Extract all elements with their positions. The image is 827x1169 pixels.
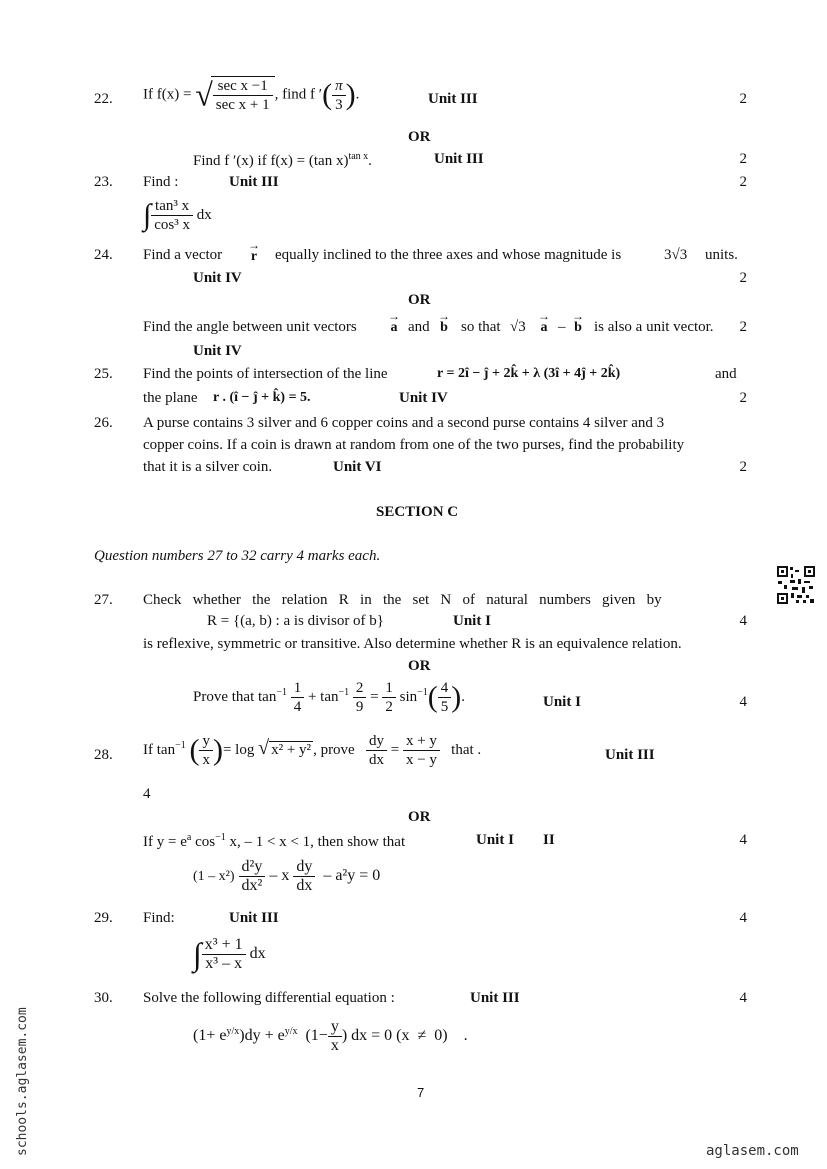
q28-or: OR bbox=[408, 809, 431, 825]
q28-lead: If tan bbox=[143, 741, 176, 758]
q29-dx: dx bbox=[249, 945, 266, 963]
q28-sqrt: x² + y² bbox=[271, 741, 312, 758]
q27-f4d: 5 bbox=[438, 697, 452, 716]
q22-dot: . bbox=[355, 86, 360, 103]
q22-find: , find bbox=[274, 86, 307, 103]
q22-fraction bbox=[211, 76, 275, 114]
q30-p4: ) dx = 0 (x ≠ 0) . bbox=[341, 1027, 468, 1045]
q24-vec-b bbox=[438, 311, 450, 336]
q28-eq-log: = log bbox=[222, 741, 255, 758]
q22-frac-den: sec x + 1 bbox=[213, 95, 273, 114]
q26-unit: Unit VI bbox=[333, 459, 382, 475]
q24-text-a: Find a vector bbox=[143, 247, 223, 263]
q28-rd: x − y bbox=[403, 750, 440, 769]
q28-dx2: dx² bbox=[239, 876, 266, 895]
q28-alt-marks: 4 bbox=[739, 832, 747, 848]
q28-minus-x: – x bbox=[269, 867, 290, 885]
q24-vec-a bbox=[388, 311, 400, 336]
q27-f4n: 4 bbox=[440, 680, 449, 696]
q23-integral bbox=[143, 197, 212, 234]
q30-sup1: y/x bbox=[226, 1025, 240, 1037]
q27-relation: R = {(a, b) : a is divisor of b} bbox=[207, 613, 385, 629]
q30-sup2: y/x bbox=[284, 1025, 298, 1037]
q23-lead: Find : bbox=[143, 174, 179, 190]
section-c-heading: SECTION C bbox=[376, 504, 459, 520]
q28-rhs bbox=[403, 732, 440, 769]
q22-lead: If f(x) = bbox=[143, 86, 192, 103]
q24-mag: 3√3 bbox=[664, 247, 688, 263]
q28-dy2: dy bbox=[296, 858, 313, 875]
q27-alt-unit: Unit I bbox=[543, 694, 581, 710]
q28-yx-frac bbox=[199, 732, 213, 769]
q24-alt-c: is also a unit vector. bbox=[594, 319, 714, 335]
q30-p2: )dy + e bbox=[239, 1027, 285, 1045]
q30-yn: y bbox=[330, 1018, 339, 1035]
q24-vec-b-arrow: → bbox=[438, 309, 450, 323]
side-watermark: schools.aglasem.com bbox=[15, 1007, 30, 1156]
q30-unit: Unit III bbox=[470, 990, 520, 1006]
q24-vec-b-letter: b bbox=[440, 320, 448, 335]
q24-or: OR bbox=[408, 292, 431, 308]
q27-or: OR bbox=[408, 658, 431, 674]
q22-three: 3 bbox=[332, 95, 346, 114]
q28-eq-a: (1 – x²) bbox=[193, 869, 235, 885]
q30-p1: (1+ e bbox=[193, 1027, 227, 1045]
q24-minus: – bbox=[558, 319, 566, 335]
q28-root-sign: √ bbox=[258, 736, 270, 759]
q28-tail: – a²y = 0 bbox=[323, 867, 381, 885]
q25-and: and bbox=[715, 366, 737, 382]
q26-line3: that it is a silver coin. bbox=[143, 459, 273, 475]
q22-alt-text bbox=[193, 151, 372, 170]
q24-vec-a2 bbox=[538, 311, 550, 336]
q22-pi-frac bbox=[332, 77, 346, 114]
q22-marks: 2 bbox=[739, 91, 747, 107]
q28-d2ydx2 bbox=[239, 858, 266, 895]
q28-inv: −1 bbox=[175, 739, 186, 751]
q24-root3: √3 bbox=[510, 319, 526, 335]
qr-code-icon bbox=[776, 565, 816, 605]
q25-marks: 2 bbox=[739, 390, 747, 406]
page-number: 7 bbox=[417, 1085, 425, 1100]
q27-marks: 4 bbox=[739, 613, 747, 629]
q27-f3n: 1 bbox=[385, 680, 393, 696]
q24-vec-a-arrow: → bbox=[388, 309, 400, 323]
q23-marks: 2 bbox=[739, 174, 747, 190]
q29-int-sign: ∫ bbox=[193, 936, 202, 972]
q28-lparen: ( bbox=[189, 733, 200, 767]
q24-marks: 2 bbox=[739, 270, 747, 286]
q25-text-b: the plane bbox=[143, 390, 198, 406]
q28-alt-inv: −1 bbox=[215, 832, 226, 843]
footer-watermark: aglasem.com bbox=[706, 1143, 799, 1159]
q28-alt-unit-2: II bbox=[543, 832, 555, 848]
q24-vec-b2-arrow: → bbox=[572, 309, 584, 323]
q29-fd: x³ – x bbox=[202, 954, 246, 973]
q28-alt-eq bbox=[193, 858, 380, 895]
q27-inv1: −1 bbox=[276, 686, 287, 698]
q27-f1n: 1 bbox=[293, 680, 302, 696]
q28-prove: , prove bbox=[313, 741, 355, 758]
q27-f3d: 2 bbox=[382, 697, 396, 716]
q26-number: 26. bbox=[94, 415, 113, 431]
q22-unit: Unit III bbox=[428, 91, 478, 107]
q24-arrow: → bbox=[248, 238, 260, 252]
q25-line-eq: r = 2î − ĵ + 2k̂ + λ (3î + 4ĵ + 2k̂) bbox=[437, 366, 621, 381]
q29-lead: Find: bbox=[143, 910, 175, 926]
q30-eq bbox=[193, 1018, 468, 1055]
q22-number: 22. bbox=[94, 91, 113, 107]
q27-frac3 bbox=[382, 679, 396, 716]
q27-alt-lead: Prove that tan bbox=[193, 688, 277, 705]
q23-unit: Unit III bbox=[229, 174, 279, 190]
q29-fraction bbox=[202, 936, 246, 973]
q22-alt-marks: 2 bbox=[739, 151, 747, 167]
q28-unit: Unit III bbox=[605, 747, 655, 763]
q24-alt-b: so that bbox=[461, 319, 501, 335]
q28-dx3: dx bbox=[293, 876, 315, 895]
q30-xd: x bbox=[328, 1036, 342, 1055]
q26-line1: A purse contains 3 silver and 6 copper coins and a second purse contains 4 silver and 3 bbox=[143, 415, 665, 431]
q23-int-sign: ∫ bbox=[143, 198, 152, 232]
q28-rn: x + y bbox=[405, 733, 437, 749]
q28-alt-rest: cos bbox=[191, 834, 216, 850]
q24-vec-a2-arrow: → bbox=[538, 309, 550, 323]
q22-root-sign: √ bbox=[195, 76, 213, 113]
q29-marks: 4 bbox=[739, 910, 747, 926]
q30-p3: (1− bbox=[305, 1027, 328, 1045]
q28-yn: y bbox=[202, 733, 210, 749]
q28-dy: dy bbox=[368, 733, 384, 749]
q28-dx: dx bbox=[366, 750, 387, 769]
q23-number: 23. bbox=[94, 174, 113, 190]
q24-vec-r-letter: r bbox=[250, 249, 258, 264]
q24-text-b: equally inclined to the three axes and whose magnitude is bbox=[275, 247, 622, 263]
q30-yx-frac bbox=[328, 1018, 342, 1055]
q27-alt-eq bbox=[193, 679, 465, 716]
q22-alt-unit: Unit III bbox=[434, 151, 484, 167]
q27-inv2: −1 bbox=[338, 686, 350, 698]
q27-frac1 bbox=[291, 679, 305, 716]
q28-rparen: ) bbox=[212, 733, 223, 767]
q23-frac-num: tan³ x bbox=[155, 198, 190, 214]
q22-rparen: ) bbox=[345, 78, 356, 111]
q28-eq bbox=[143, 732, 481, 769]
q27-line3: is reflexive, symmetric or transitive. Also determine whether R is an equivalence relation. bbox=[143, 636, 682, 652]
q27-unit: Unit I bbox=[453, 613, 491, 629]
q24-vec-b2-letter: b bbox=[574, 320, 582, 335]
q24-alt-a: Find the angle between unit vectors bbox=[143, 319, 357, 335]
q29-unit: Unit III bbox=[229, 910, 279, 926]
q23-dx: dx bbox=[196, 206, 212, 223]
q26-line2: copper coins. If a coin is drawn at random from one of the two purses, find the probability bbox=[143, 437, 685, 453]
q24-vec-b2 bbox=[572, 311, 584, 336]
q22-alt-lead: Find f ′(x) if f(x) = (tan x) bbox=[193, 153, 349, 169]
q22-pi: π bbox=[335, 77, 343, 94]
q27-number: 27. bbox=[94, 592, 113, 608]
q27-frac4 bbox=[438, 679, 452, 716]
q27-frac2 bbox=[353, 679, 367, 716]
q29-number: 29. bbox=[94, 910, 113, 926]
q24-unit: Unit IV bbox=[193, 270, 242, 286]
q22-lparen: ( bbox=[322, 78, 333, 111]
q25-plane-eq: r . (î − ĵ + k̂) = 5. bbox=[213, 390, 311, 405]
q26-marks: 2 bbox=[739, 459, 747, 475]
q28-alt-unit-1: Unit I bbox=[476, 832, 514, 848]
q22-alt-end: . bbox=[368, 153, 372, 169]
q27-f2d: 9 bbox=[353, 697, 367, 716]
q24-vec-a2-letter: a bbox=[540, 320, 548, 335]
q24-alt-marks: 2 bbox=[739, 319, 747, 335]
q22-frac-num: sec x −1 bbox=[217, 78, 268, 94]
q22-text bbox=[143, 76, 359, 114]
q24-alt-unit: Unit IV bbox=[193, 343, 242, 359]
section-c-note: Question numbers 27 to 32 carry 4 marks each. bbox=[94, 548, 381, 564]
q27-end: . bbox=[461, 688, 466, 705]
q28-that: that . bbox=[451, 741, 482, 758]
q28-eq-sign: = bbox=[390, 741, 400, 758]
q28-xd: x bbox=[199, 750, 213, 769]
q28-alt-lead: If y = e bbox=[143, 834, 187, 850]
q23-frac-den: cos³ x bbox=[151, 215, 193, 234]
q30-lead: Solve the following differential equation : bbox=[143, 990, 395, 1006]
q22-alt-sup: tan x bbox=[348, 151, 369, 162]
q28-alt-sup: a bbox=[186, 832, 192, 843]
q24-text-c: units. bbox=[705, 247, 738, 263]
q25-unit: Unit IV bbox=[399, 390, 448, 406]
q28-number: 28. bbox=[94, 747, 113, 763]
q29-integral bbox=[193, 936, 266, 973]
q30-number: 30. bbox=[94, 990, 113, 1006]
q27-line1 bbox=[143, 592, 662, 609]
q24-vec-a-letter: a bbox=[390, 320, 398, 335]
q29-fn: x³ + 1 bbox=[204, 936, 243, 953]
q24-vec-r bbox=[248, 240, 260, 265]
q30-marks: 4 bbox=[739, 990, 747, 1006]
q23-fraction bbox=[151, 197, 193, 234]
q27-f1d: 4 bbox=[291, 697, 305, 716]
q28-dydx2 bbox=[293, 858, 315, 895]
q25-text-a: Find the points of intersection of the line bbox=[143, 366, 388, 382]
q22-fprime: f ′ bbox=[310, 86, 323, 103]
q28-alt-rest2: x, – 1 < x < 1, then show that bbox=[225, 834, 406, 850]
q24-and: and bbox=[408, 319, 430, 335]
q28-dydx bbox=[366, 732, 387, 769]
q27-plus-tan: + tan bbox=[307, 688, 339, 705]
q27-alt-marks: 4 bbox=[739, 694, 747, 710]
q27-sin: sin bbox=[399, 688, 418, 705]
q27-f2n: 2 bbox=[355, 680, 364, 696]
q25-number: 25. bbox=[94, 366, 113, 382]
q24-number: 24. bbox=[94, 247, 113, 263]
q28-marks: 4 bbox=[143, 786, 151, 802]
q27-eq: = bbox=[370, 688, 379, 705]
q27-inv3: −1 bbox=[417, 686, 428, 698]
q22-or: OR bbox=[408, 129, 431, 145]
q28-alt-text bbox=[143, 832, 405, 851]
q28-d2y: d²y bbox=[241, 858, 263, 875]
q27-line1-text: Check whether the relation R in the set N of natural numbers given by bbox=[143, 592, 662, 608]
q27-lparen: ( bbox=[427, 680, 438, 714]
q27-rparen: ) bbox=[451, 680, 462, 714]
